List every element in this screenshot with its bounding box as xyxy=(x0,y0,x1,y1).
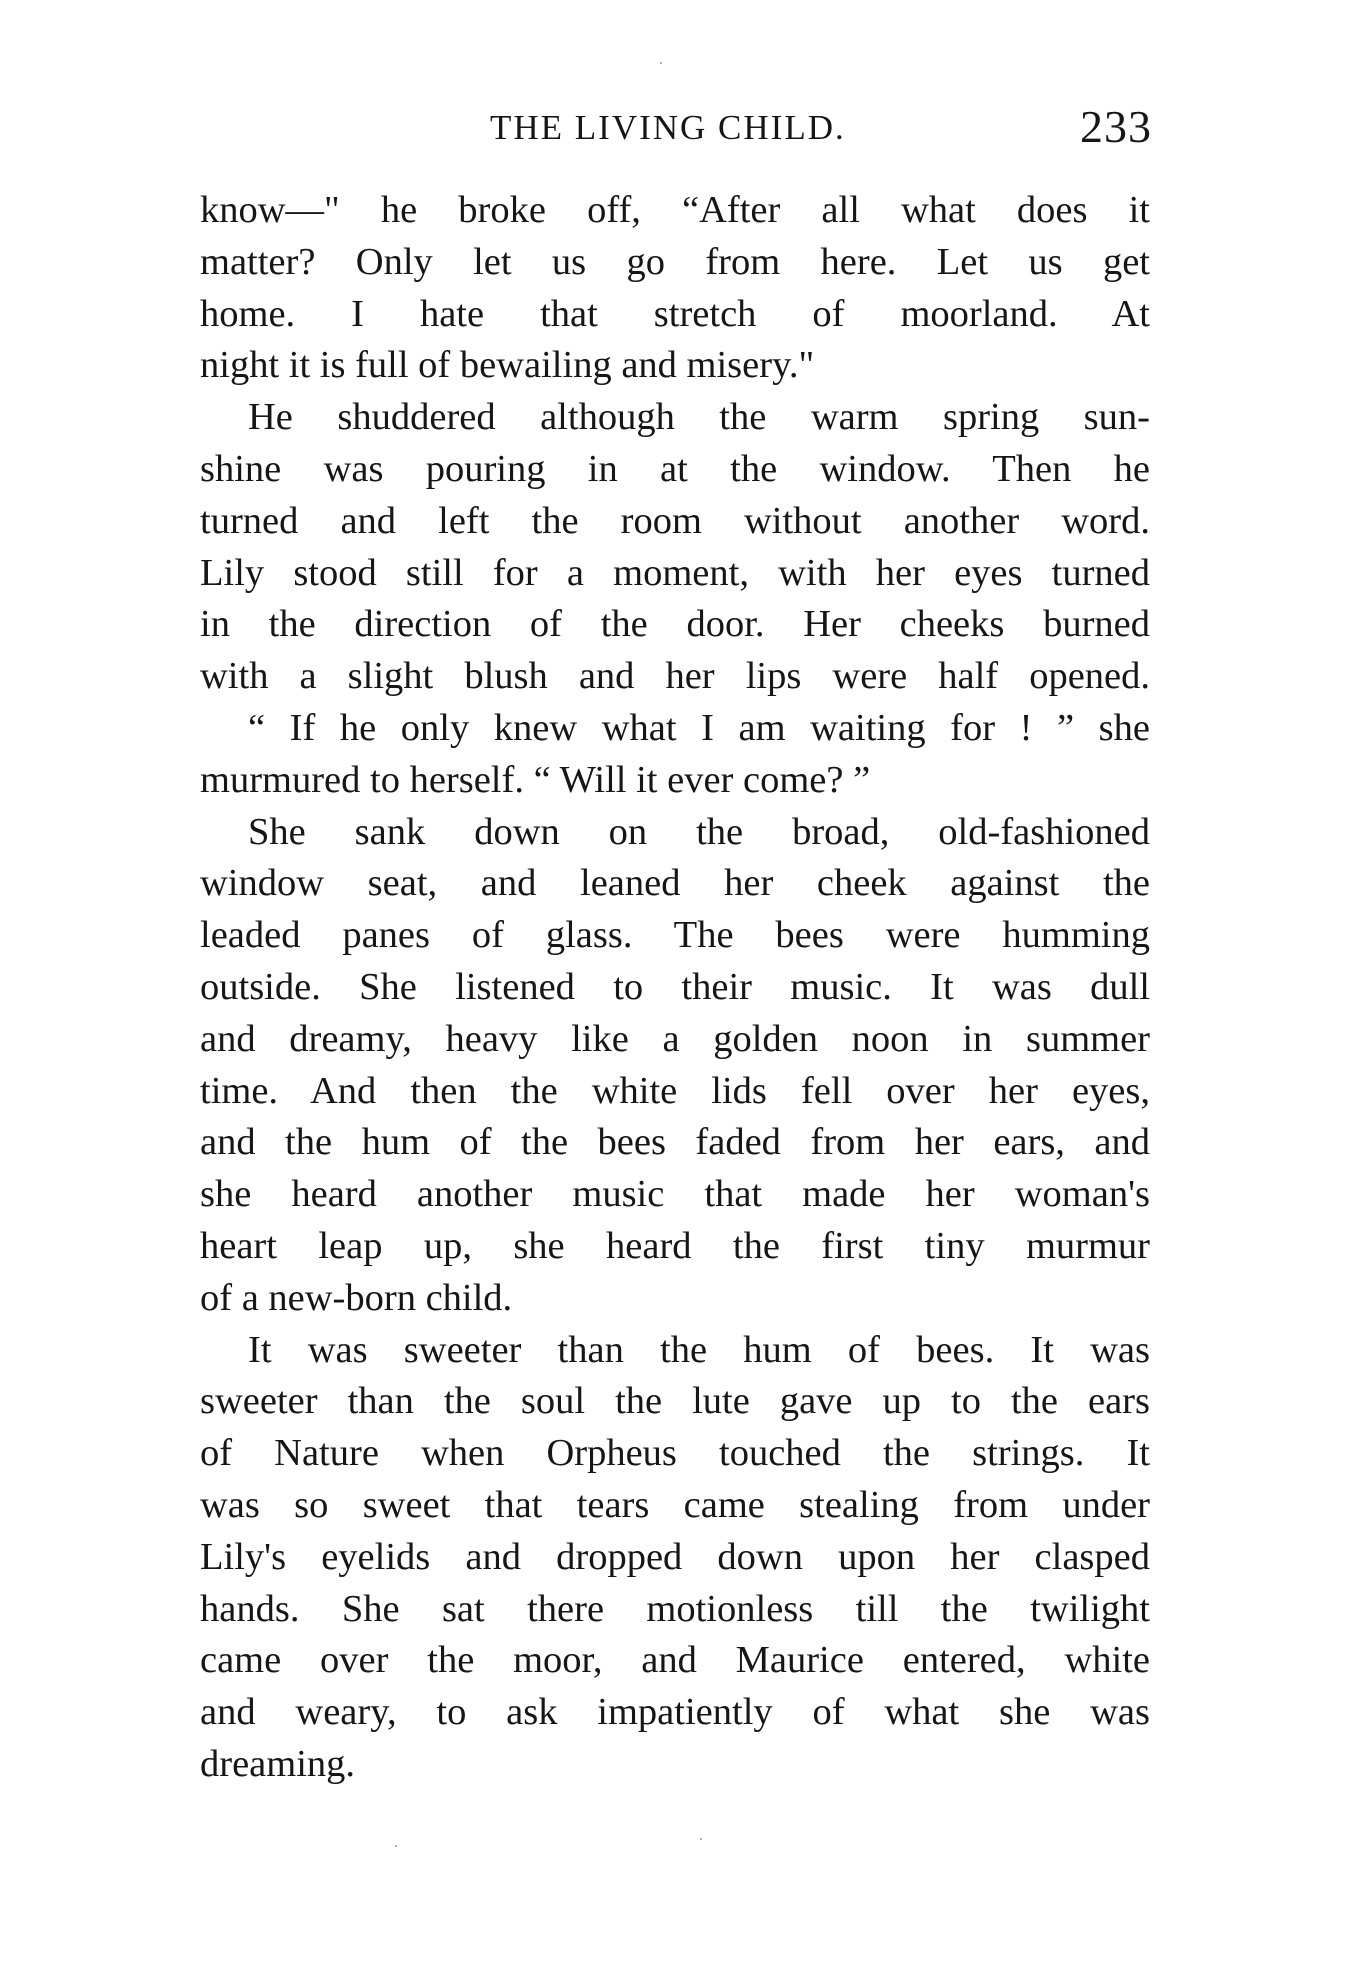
text-line: know—" he broke off, “After all what does it xyxy=(200,189,1150,231)
text-line: sweeter than the soul the lute gave up to the ears xyxy=(200,1380,1150,1423)
paragraph-first-line: “ If he only knew what I am waiting for ! ” she xyxy=(248,706,1150,749)
text-line: and weary, to ask impatiently of what she was xyxy=(200,1691,1150,1734)
text-line: with a slight blush and her lips were half opened. xyxy=(200,655,1150,698)
text-line: Lily's eyelids and dropped down upon her clasped xyxy=(200,1535,1150,1578)
paper-speck xyxy=(700,1838,702,1840)
text-line: in the direction of the door. Her cheeks burned xyxy=(200,603,1150,646)
text-line: of Nature when Orpheus touched the strings. It xyxy=(200,1432,1150,1475)
text-line: turned and left the room without another word. xyxy=(200,499,1150,542)
text-line: dreaming. xyxy=(200,1742,356,1785)
text-line: time. And then the white lids fell over her eyes, xyxy=(200,1069,1150,1112)
paper-speck xyxy=(660,62,662,64)
text-line: shine was pouring in at the window. Then he xyxy=(200,447,1150,490)
running-title: THE LIVING CHILD. xyxy=(490,108,846,147)
text-line: murmured to herself. “ Will it ever come? ” xyxy=(200,758,871,801)
text-line: heart leap up, she heard the first tiny murmur xyxy=(200,1224,1150,1267)
body-text xyxy=(200,185,1150,1791)
text-line: was so sweet that tears came stealing from under xyxy=(200,1483,1150,1526)
paragraph-first-line: She sank down on the broad, old-fashioned xyxy=(248,810,1150,853)
paper-speck xyxy=(395,1845,397,1847)
text-line: came over the moor, and Maurice entered, white xyxy=(200,1639,1150,1682)
text-line: leaded panes of glass. The bees were humming xyxy=(200,914,1150,957)
text-line: hands. She sat there motionless till the twilight xyxy=(200,1587,1150,1630)
paragraph-first-line: It was sweeter than the hum of bees. It was xyxy=(248,1328,1150,1371)
text-line: outside. She listened to their music. It was dull xyxy=(200,965,1150,1008)
text-line: Lily stood still for a moment, with her eyes turned xyxy=(200,551,1150,594)
text-line: matter? Only let us go from here. Let us get xyxy=(200,240,1150,283)
text-line: of a new-born child. xyxy=(200,1276,513,1319)
text-line: and dreamy, heavy like a golden noon in summer xyxy=(200,1017,1150,1060)
paragraph-first-line: He shuddered although the warm spring sun- xyxy=(248,396,1150,439)
running-head xyxy=(200,101,1160,168)
page-number: 233 xyxy=(1080,101,1152,152)
text-line: she heard another music that made her woman's xyxy=(200,1173,1150,1216)
text-line: home. I hate that stretch of moorland. At xyxy=(200,292,1150,335)
text-line: night it is full of bewailing and misery." xyxy=(200,344,815,387)
text-line: window seat, and leaned her cheek against the xyxy=(200,862,1150,905)
text-line: and the hum of the bees faded from her ears, and xyxy=(200,1121,1150,1164)
